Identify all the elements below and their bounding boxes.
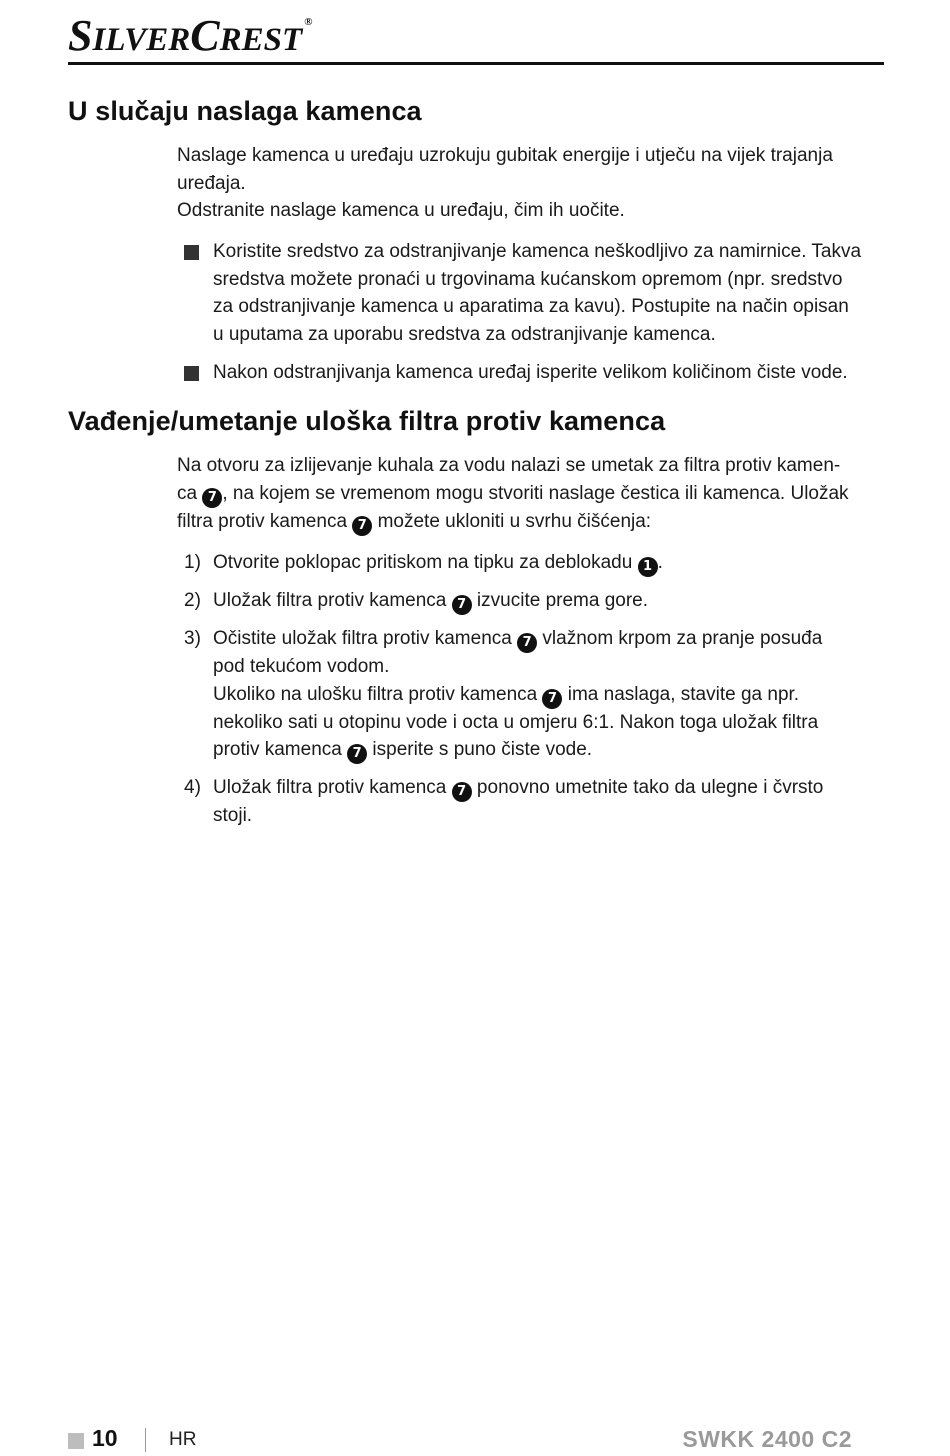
silvercrest-logo: SILVERCREST ® [68,11,313,60]
step-line: nekoliko sati u otopinu vode i octa u omjeru 6:1. Nakon toga uložak filtra [213,711,819,733]
step-number: 2) [184,590,201,611]
bullet-line: za odstranjivanje kamenca u aparatima za kavu). Postupite na način opisan [213,296,849,317]
footer-divider [145,1428,146,1452]
page-footer [68,1424,884,1456]
step-line: Ukoliko na ulošku filtra protiv kamenca 7 ima naslaga, stavite ga npr. [213,681,883,709]
step-line: Očistite uložak filtra protiv kamenca 7 vlažnom krpom za pranje posuđa [213,625,883,653]
intro-line: Naslage kamenca u uređaju uzrokuju gubitak energije i utječu na vijek trajanja [177,145,833,166]
ref-number-7-icon: 7 [452,782,472,802]
bullet-line: sredstva možete pronaći u trgovinama kućanskom opremom (npr. sredstvo [213,268,843,290]
bullet-line: u uputama za uporabu sredstva za odstranjivanje kamenca. [213,323,716,345]
section-title-descaling: U slučaju naslaga kamenca [68,96,422,126]
step-item: 2) Uložak filtra protiv kamenca 7 izvucite prema gore. [177,587,882,615]
step-number: 1) [184,552,201,573]
intro-line: uređaja. [177,172,246,194]
intro-line: filtra protiv kamenca 7 možete ukloniti u svrhu čišćenja: [177,508,877,536]
step-line: Uložak filtra protiv kamenca 7 ponovno umetnite tako da ulegne i čvrsto [213,774,883,802]
page-number: 10 [92,1425,118,1451]
bullet-square-icon [184,366,199,381]
ref-number-7-icon: 7 [542,689,562,709]
bullet-line: Nakon odstranjivanja kamenca uređaj isperite velikom količinom čiste vode. [213,362,848,383]
language-code: HR [169,1429,197,1450]
header-rule [68,62,884,65]
page-header [68,4,884,66]
step-item [177,625,882,765]
intro-line: ca 7 , na kojem se vremenom mogu stvoriti naslage čestica ili kamenca. Uložak [177,480,877,508]
step-line: pod tekućom vodom. [213,656,390,677]
ref-number-1-icon: 1 [638,557,658,577]
bullet-line: Koristite sredstvo za odstranjivanje kamenca neškodljivo za namirnice. Takva [213,241,862,262]
bullet-item [177,359,882,387]
intro-line: Na otvoru za izlijevanje kuhala za vodu nalazi se umetak za filtra protiv kamen- [177,455,841,476]
step-line: protiv kamenca 7 isperite s puno čiste vode. [213,736,883,764]
step-number: 3) [184,628,201,649]
step-line: stoji. [213,805,253,826]
step-item [177,774,882,830]
ref-number-7-icon: 7 [202,488,222,508]
bullet-item [177,238,882,350]
footer-square-icon [68,1433,84,1449]
step-item: 1) Otvorite poklopac pritiskom na tipku za deblokadu 1 . [177,549,882,577]
ref-number-7-icon: 7 [347,744,367,764]
ref-number-7-icon: 7 [352,516,372,536]
ref-number-7-icon: 7 [517,633,537,653]
section-title-filter: Vađenje/umetanje uloška filtra protiv kamenca [68,406,666,436]
bullet-square-icon [184,245,199,260]
ref-number-7-icon: 7 [452,595,472,615]
intro-line: Odstranite naslage kamenca u uređaju, čim ih uočite. [177,200,625,221]
descaling-intro [177,142,877,225]
step-number: 4) [184,777,201,798]
model-number: SWKK 2400 C2 [682,1426,852,1452]
filter-intro [177,452,877,536]
